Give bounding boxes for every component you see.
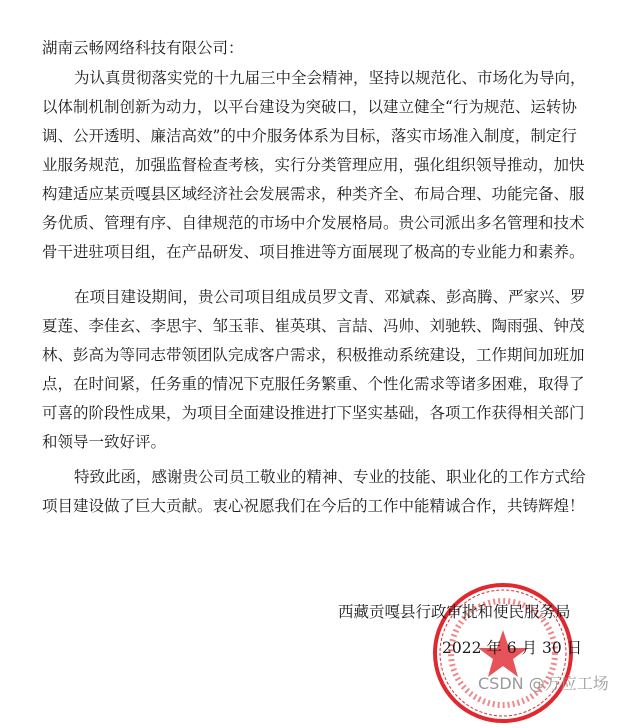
paragraph-line: 业服务规范，加强监督检查考核，实行分类管理应用，强化组织领导推动，加快 (42, 156, 585, 174)
paragraph-line: 调、公开透明、廉洁高效”的中介服务体系为目标，落实市场准入制度，制定行 (42, 127, 577, 145)
salutation: 湖南云畅网络科技有限公司： (42, 39, 244, 57)
watermark: CSDN @万应工场 (478, 674, 609, 693)
paragraph-line: 点，在时间紧，任务重的情况下克服任务繁重、个性化需求等诸多困难，取得了 (42, 375, 585, 393)
paragraph-line: 夏莲、李佳玄、李思宇、邹玉菲、崔英琪、言喆、冯帅、刘驰轶、陶雨强、钟茂 (42, 317, 585, 335)
paragraph-line: 林、彭高为等同志带领团队完成客户需求，积极推动系统建设，工作期间加班加 (42, 346, 585, 364)
paragraph-line: 务优质、管理有序、自律规范的市场中介发展格局。贵公司派出多名管理和技术 (42, 214, 585, 232)
paragraph-line: 骨干进驻项目组，在产品研发、项目推进等方面展现了极高的专业能力和素养。 (42, 243, 585, 261)
paragraph-line: 构建适应某贡嘎县区域经济社会发展需求，种类齐全、布局合理、功能完备、服 (42, 185, 585, 203)
paragraph-line: 和领导一致好评。 (42, 433, 167, 451)
paragraph-line: 以体制机制创新为动力，以平台建设为突破口，以建立健全“行为规范、运转协 (42, 98, 577, 116)
paragraph-line: 项目建设做了巨大贡献。衷心祝愿我们在今后的工作中能精诚合作，共铸辉煌！ (42, 497, 585, 515)
paragraph-line: 可喜的阶段性成果，为项目全面建设推进打下坚实基础，各项工作获得相关部门 (42, 404, 585, 422)
signature: 西藏贡嘎县行政审批和便民服务局 (338, 603, 571, 621)
paragraph-line: 在项目建设期间，贵公司项目组成员罗文青、邓斌森、彭高腾、严家兴、罗 (74, 288, 586, 306)
date: 2022 年 6 月 30 日 (442, 639, 583, 657)
paragraph-line: 为认真贯彻落实党的十九届三中全会精神，坚持以规范化、市场化为导向， (74, 69, 586, 87)
paragraph-line: 特致此函，感谢贵公司员工敬业的精神、专业的技能、职业化的工作方式给 (74, 468, 586, 486)
